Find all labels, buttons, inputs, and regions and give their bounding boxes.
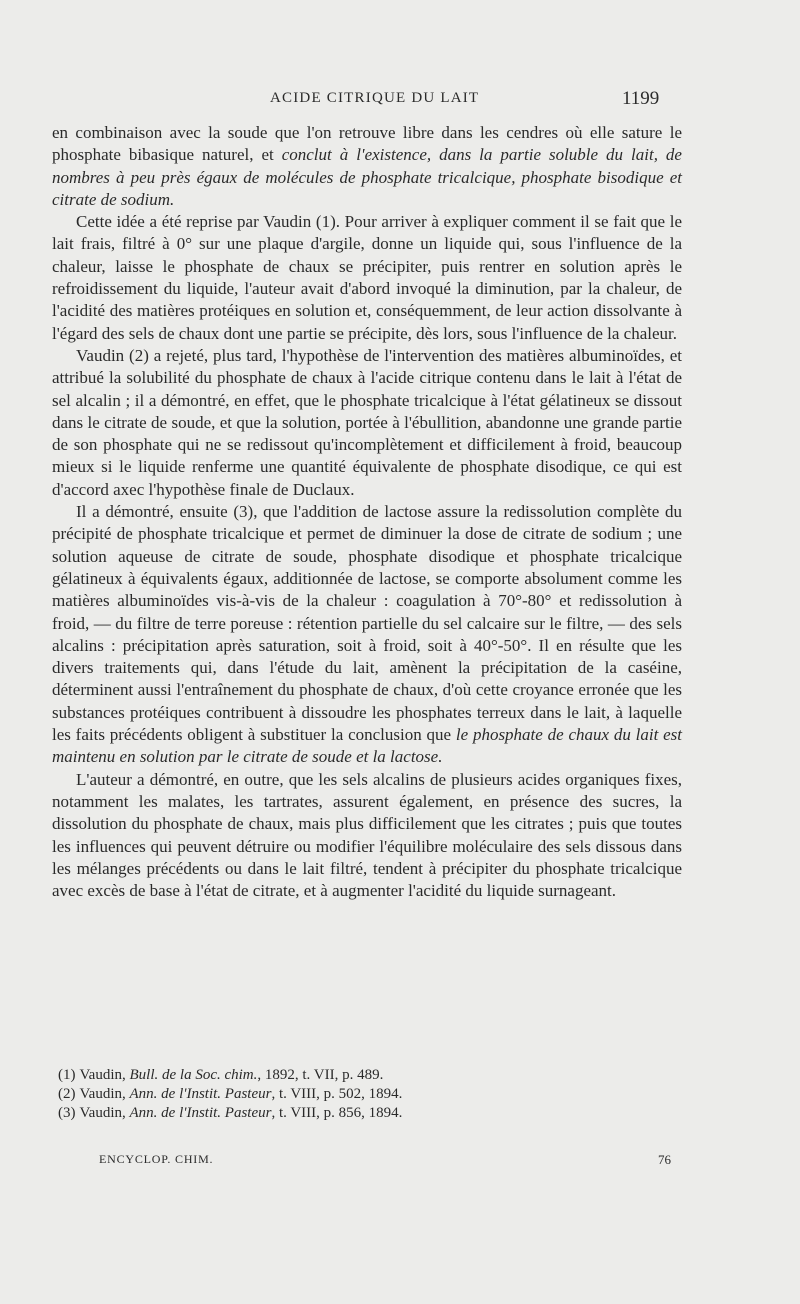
footnote-number: (2) <box>58 1086 76 1102</box>
text-run: Cette idée a été reprise par Vaudin (1). Pour arriver à expliquer comment il se fait que le lait frais, filtré à 0° sur une plaque d'argile, donne un liquide qui, sous l'influence de la chaleur, laisse le phosphate de chaux se précipiter, puis rentrer en solution après le refroidissement du liquide, l'auteur avait d'abord invoqué la diminution, par la chaleur, de l'acidité des matières protéiques en solution et, conséquemment, de leur action dissolvante à l'égard des sels de chaux dont une partie se précipite, dès lors, sous l'influence de la chaleur. <box>52 212 682 343</box>
footnotes <box>52 1066 682 1123</box>
footnote-text: , 1892, t. VII, p. 489. <box>257 1067 384 1083</box>
paragraph <box>52 501 682 769</box>
text-run: en combinaison avec la soude que l'on retrouve libre dans les cendres où elle sature le phosphate bibasique naturel, et <box>52 123 682 165</box>
footnote-number: (1) <box>58 1067 76 1083</box>
italic-text: le phosphate de chaux du lait est maintenu en solution par le citrate de soude et la lactose. <box>52 725 683 767</box>
footnote-text: , t. VIII, p. 856, 1894. <box>271 1105 403 1121</box>
page-footer <box>0 1152 800 1172</box>
footnote-text: , t. VIII, p. 502, 1894. <box>271 1086 403 1102</box>
italic-text: conclut à l'existence, dans la partie soluble du lait, de nombres à peu près égaux de molécules de phosphate tricalcique, phosphate bisodique et citrate de sodium. <box>52 145 682 209</box>
footnote-source-title: Ann. de l'Instit. Pasteur <box>129 1086 272 1102</box>
paragraph <box>52 345 682 501</box>
printer-signature: ENCYCLOP. CHIM. <box>99 1152 214 1166</box>
footnote-source-title: Ann. de l'Instit. Pasteur <box>129 1105 272 1121</box>
paragraph <box>52 769 682 903</box>
page-number: 1199 <box>622 88 660 109</box>
footnote-number: (3) <box>58 1105 76 1121</box>
sheet-number: 76 <box>658 1152 671 1167</box>
paragraph <box>52 211 682 345</box>
paragraph <box>52 122 682 211</box>
footnote-source-title: Bull. de la Soc. chim. <box>129 1067 258 1083</box>
footnote-text: Vaudin, <box>79 1067 130 1083</box>
footnote-text: Vaudin, <box>79 1105 130 1121</box>
running-title: ACIDE CITRIQUE DU LAIT <box>270 90 480 106</box>
text-run: Il a démontré, ensuite (3), que l'addition de lactose assure la redissolution complète du précipité de phosphate tricalcique et permet de diminuer la dose de citrate de sodium ; une solution aqueuse de citrate de soude, phosphate disodique et phosphate tricalcique gélatineux à équivalents égaux, additionnée de lactose, se comporte absolument comme les matières albuminoïdes vis-à-vis de la chaleur : coagulation à 70°-80° et redissolution à froid, — du filtre de terre poreuse : rétention partielle du sel calcaire sur le filtre, — des sels alcalins : précipitation après saturation, soit à froid, soit à 40°-50°. Il en résulte que les divers traitements qui, dans l'étude du lait, amènent la précipitation de la caséine, déterminent aussi l'entraînement du phosphate de chaux, d'où cette croyance erronée que les substances protéiques contribuent à dissoudre les phosphates terreux dans le lait, à laquelle les faits précédents obligent à substituer la conclusion que <box>52 502 682 745</box>
footnote <box>52 1066 682 1085</box>
footnote <box>52 1085 682 1104</box>
text-run: Vaudin (2) a rejeté, plus tard, l'hypothèse de l'intervention des matières albuminoïdes, et attribué la solubilité du phosphate de chaux à l'acide citrique contenu dans le lait à l'état de sel alcalin ; il a démontré, en effet, que le phosphate tricalcique à l'état gélatineux se dissout dans le citrate de soude, et que la solution, portée à l'ébullition, abandonne une grande partie de son phosphate qui ne se redissout qu'incomplètement et difficilement à froid, beaucoup mieux si le liquide renferme une quantité équivalente de phosphate disodique, ce qui est d'accord axec l'hypothèse finale de Duclaux. <box>52 345 682 499</box>
page-header <box>0 88 800 116</box>
body-text <box>52 122 682 902</box>
footnote <box>52 1104 682 1123</box>
text-run: L'auteur a démontré, en outre, que les sels alcalins de plusieurs acides organiques fixes, notamment les malates, les tartrates, assurent également, en présence des sucres, la dissolution du phosphate de chaux, mais plus difficilement que les citrates ; puis que toutes les influences qui peuvent détruire ou modifier l'équilibre moléculaire des sels dissous dans les mélanges précédents ou dans le lait filtré, tendent à précipiter du phosphate tricalcique avec excès de base à l'état de citrate, et à augmenter l'acidité du liquide surnageant. <box>52 769 682 901</box>
footnote-text: Vaudin, <box>79 1086 130 1102</box>
